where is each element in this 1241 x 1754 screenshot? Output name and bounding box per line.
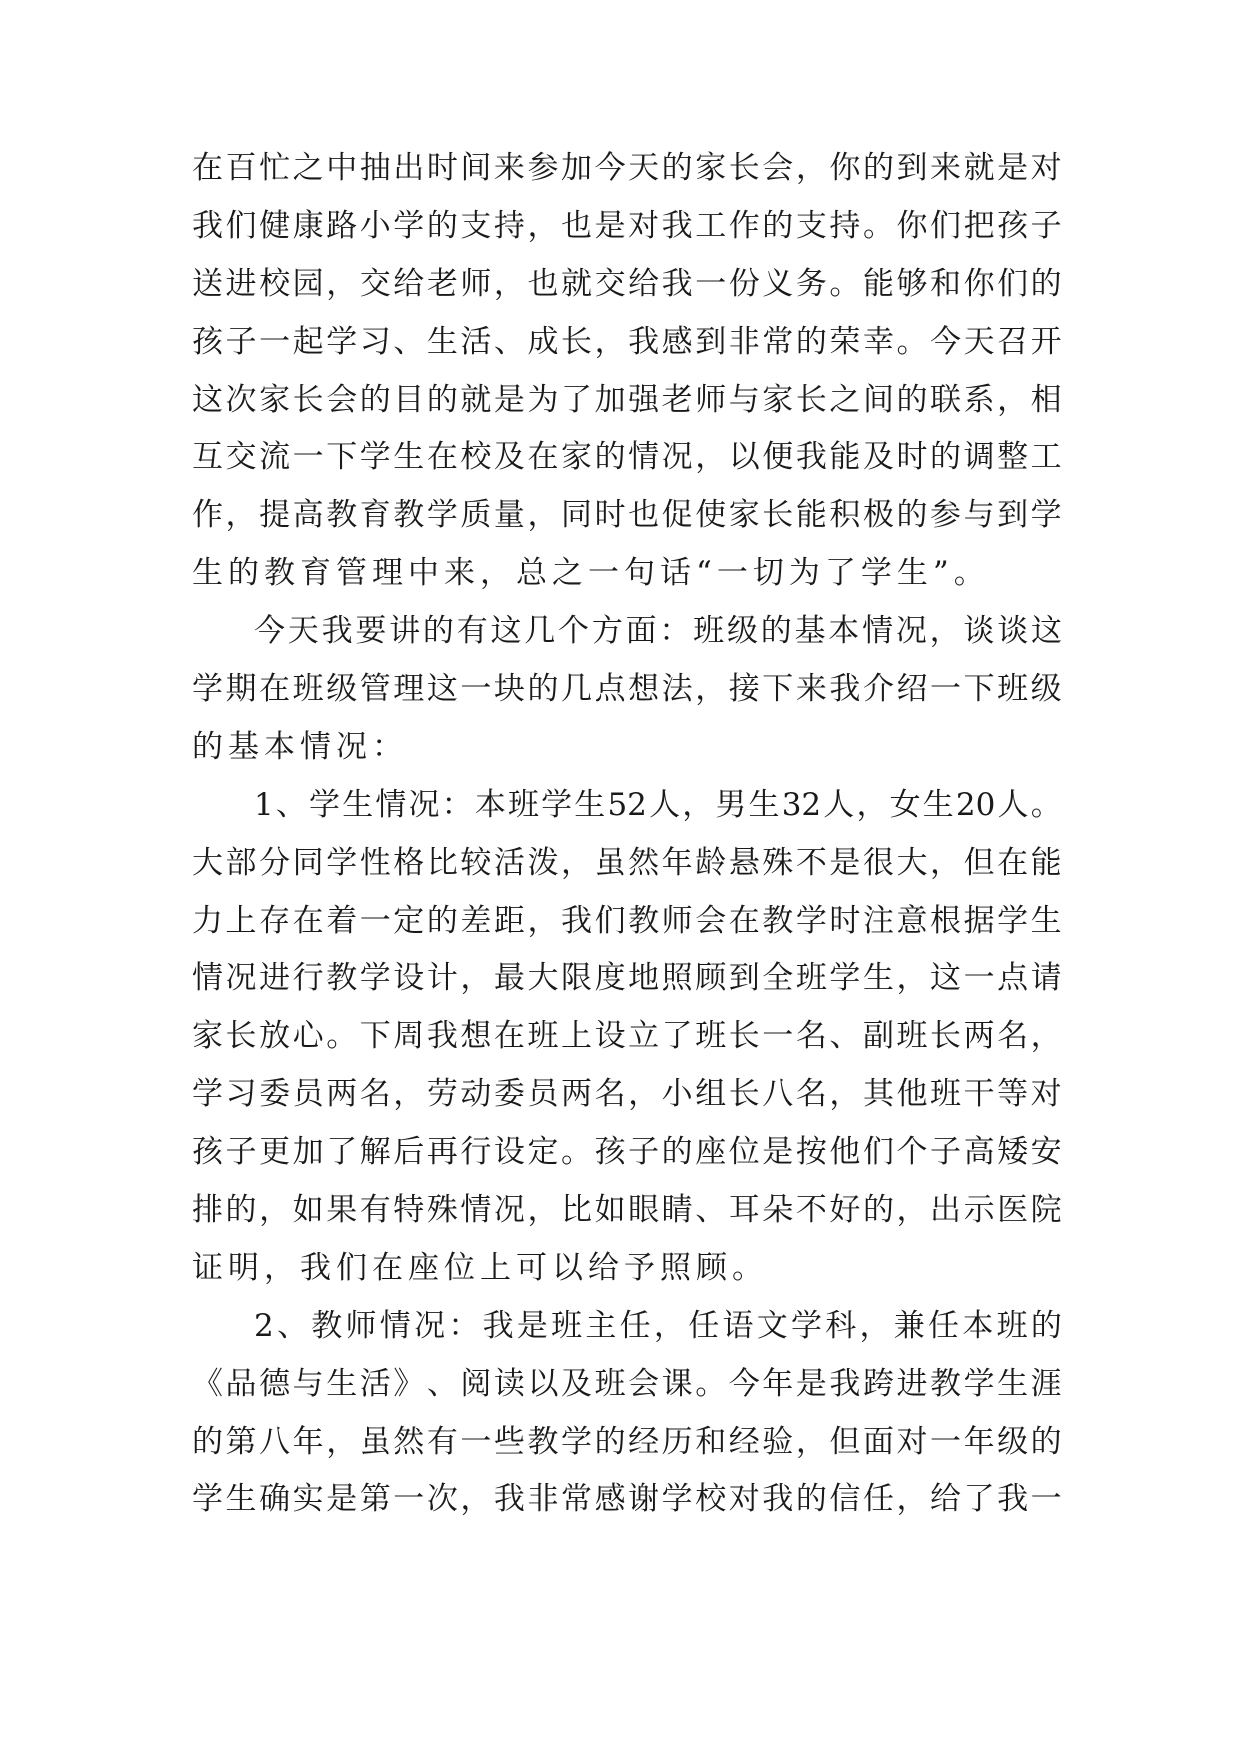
- text-line: 学 生 确 实 是 第 一 次 ， 我 非 常 感 谢 学 校 对 我 的 信 任 ， 给 了 我 一: [192, 1481, 1062, 1518]
- text-line: 1 、 学 生 情 况 ： 本 班 学 生 52 人 ， 男 生 32 人 ， 女 生 20 人 。: [254, 786, 1062, 823]
- text-line: 送 进 校 园 ， 交 给 老 师 ， 也 就 交 给 我 一 份 义 务 。 能 够 和 你 们 的: [192, 265, 1062, 302]
- text-line: 大 部 分 同 学 性 格 比 较 活 泼 ， 虽 然 年 龄 悬 殊 不 是 很 大 ， 但 在 能: [192, 844, 1062, 881]
- text-line: 《 品 德 与 生 活 》 、 阅 读 以 及 班 会 课 。 今 年 是 我 跨 进 教 学 生 涯: [192, 1365, 1062, 1402]
- text-line: 生的教育管理中来，总之一句话“一切为了学生”。: [192, 555, 990, 592]
- text-line: 情 况 进 行 教 学 设 计 ， 最 大 限 度 地 照 顾 到 全 班 学 生 ， 这 一 点 请: [192, 960, 1062, 997]
- text-line: 家 长 放 心 。 下 周 我 想 在 班 上 设 立 了 班 长 一 名 、 副 班 长 两 名 ，: [192, 1018, 1062, 1055]
- text-line: 证明，我们在座位上可以给予照顾。: [192, 1249, 768, 1286]
- text-line: 作 ， 提 高 教 育 教 学 质 量 ， 同 时 也 促 使 家 长 能 积 极 的 参 与 到 学: [192, 497, 1062, 534]
- text-line: 学 期 在 班 级 管 理 这 一 块 的 几 点 想 法 ， 接 下 来 我 介 绍 一 下 班 级: [192, 671, 1062, 708]
- text-line: 学 习 委 员 两 名 ， 劳 动 委 员 两 名 ， 小 组 长 八 名 ， 其 他 班 干 等 对: [192, 1076, 1062, 1113]
- text-line: 今 天 我 要 讲 的 有 这 几 个 方 面 ： 班 级 的 基 本 情 况 ， 谈 谈 这: [254, 613, 1062, 650]
- text-line: 排 的 ， 如 果 有 特 殊 情 况 ， 比 如 眼 睛 、 耳 朵 不 好 的 ， 出 示 医 院: [192, 1192, 1062, 1229]
- text-line: 的 第 八 年 ， 虽 然 有 一 些 教 学 的 经 历 和 经 验 ， 但 面 对 一 年 级 的: [192, 1423, 1062, 1460]
- text-line: 在 百 忙 之 中 抽 出 时 间 来 参 加 今 天 的 家 长 会 ， 你 的 到 来 就 是 对: [192, 150, 1062, 186]
- text-line: 这 次 家 长 会 的 目 的 就 是 为 了 加 强 老 师 与 家 长 之 间 的 联 系 ， 相: [192, 381, 1062, 418]
- document-body: [192, 140, 1062, 1529]
- text-line: 的基本情况：: [192, 728, 408, 765]
- text-line: 我 们 健 康 路 小 学 的 支 持 ， 也 是 对 我 工 作 的 支 持 。 你 们 把 孩 子: [192, 207, 1062, 244]
- text-line: 2 、 教 师 情 况 ： 我 是 班 主 任 ， 任 语 文 学 科 ， 兼 任 本 班 的: [254, 1307, 1062, 1344]
- text-line: 力 上 存 在 着 一 定 的 差 距 ， 我 们 教 师 会 在 教 学 时 注 意 根 据 学 生: [192, 902, 1062, 939]
- text-line: 互 交 流 一 下 学 生 在 校 及 在 家 的 情 况 ， 以 便 我 能 及 时 的 调 整 工: [192, 439, 1062, 476]
- text-line: 孩 子 一 起 学 习 、 生 活 、 成 长 ， 我 感 到 非 常 的 荣 幸 。 今 天 召 开: [192, 323, 1062, 360]
- text-line: 孩 子 更 加 了 解 后 再 行 设 定 。 孩 子 的 座 位 是 按 他 们 个 子 高 矮 安: [192, 1134, 1062, 1171]
